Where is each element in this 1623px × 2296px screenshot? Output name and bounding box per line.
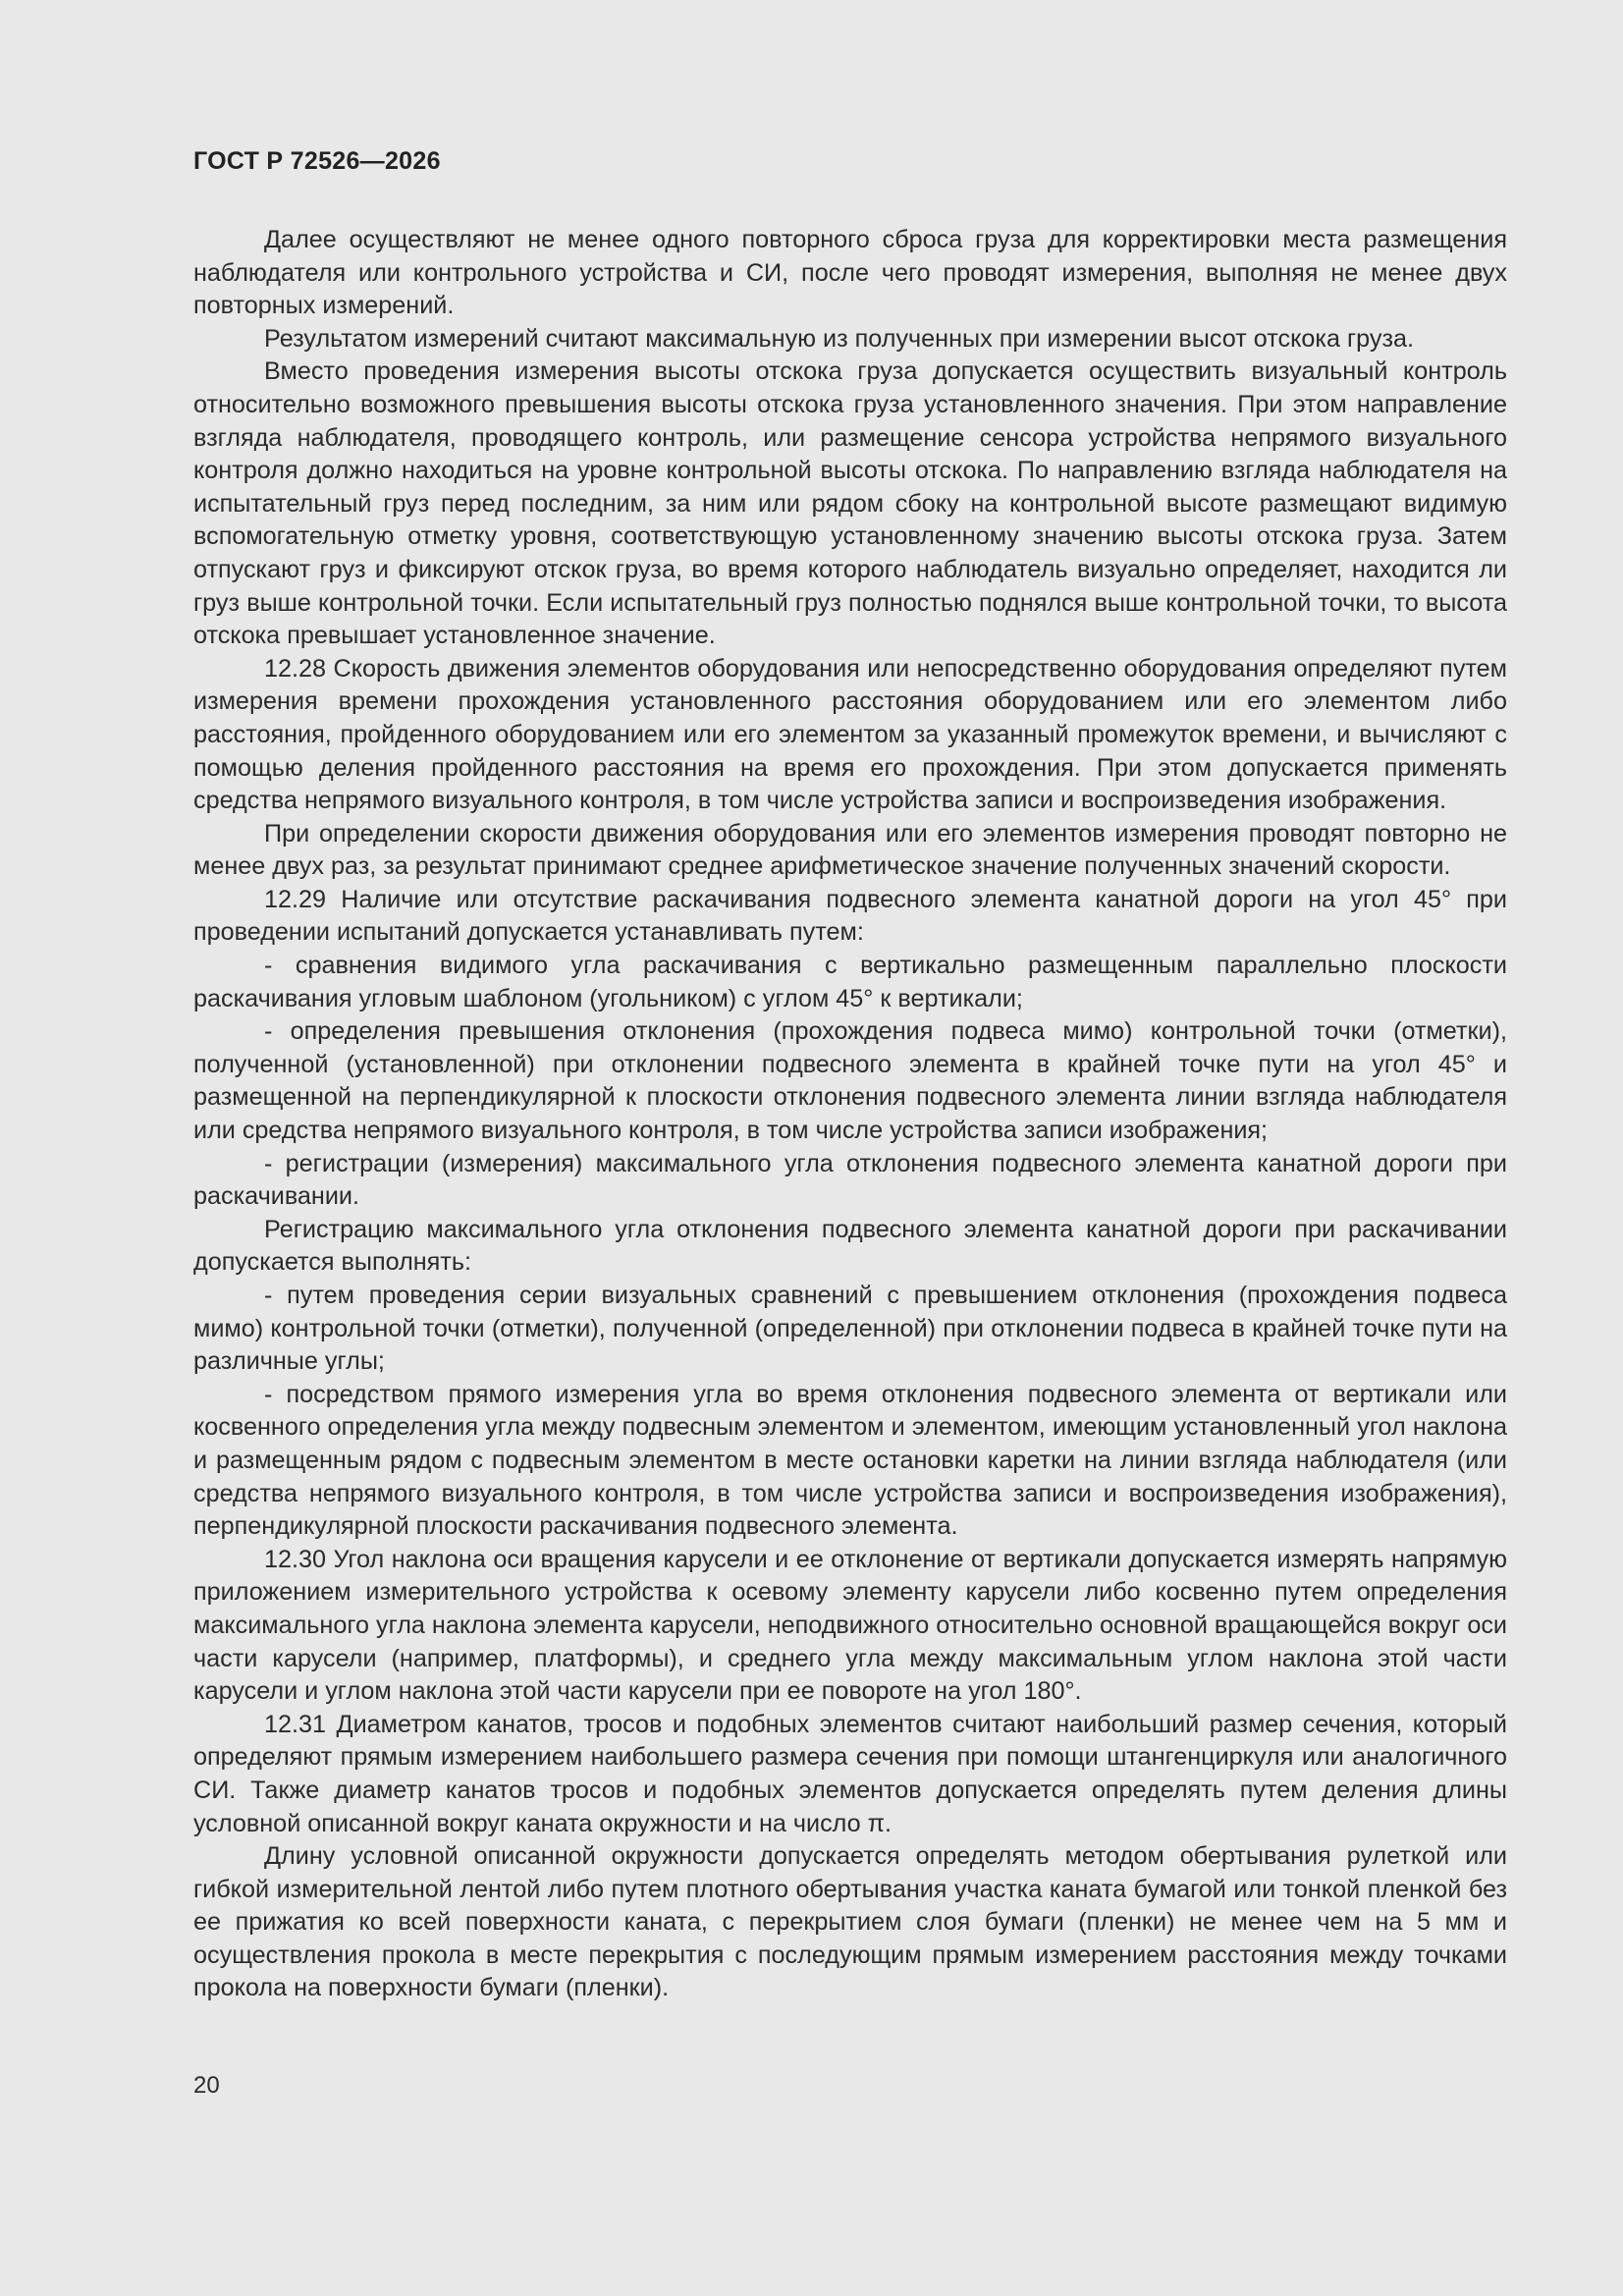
paragraph: Результатом измерений считают максимальную из полученных при измерении высот отскока груза. <box>264 324 1415 353</box>
list-item: - путем проведения серии визуальных сравнений с превышением отклонения (прохождения подвеса мимо) контрольной точки (отметки), полученной (определенной) при отклонении подвеса в крайней точке пути на различные углы; <box>193 1282 1507 1376</box>
paragraph-clause-12-31: 12.31 Диаметром канатов, тросов и подобных элементов считают наибольший размер сечения, который определяют прямым измерением наибольшего размера сечения при помощи штангенциркуля или аналогичного СИ. Также диаметр канатов тросов и подобных элементов допускается определять путем деления длины условной описанной вокруг каната окружности и на число π. <box>193 1710 1507 1837</box>
paragraph: Длину условной описанной окружности допускается определять методом обертывания рулеткой или гибкой измерительной лентой либо путем плотного обертывания участка каната бумагой или тонкой пленкой без ее прижатия ко всей поверхности каната, с перекрытием слоя бумаги (пленки) не менее чем на 5 мм и осуществления прокола в месте перекрытия с последующим прямым измерением расстояния между точками прокола на поверхности бумаги (пленки). <box>193 1842 1507 2002</box>
paragraph: Регистрацию максимального угла отклонения подвесного элемента канатной дороги при раскачивании допускается выполнять: <box>193 1215 1507 1277</box>
list-item: - определения превышения отклонения (прохождения подвеса мимо) контрольной точки (отметки), полученной (установленной) при отклонении подвесного элемента в крайней точке пути на угол 45° и размещенной на перпендикулярной к плоскости отклонения подвесного элемента линии взгляда наблюдателя или средства непрямого визуального контроля, в том числе устройства записи изображения; <box>193 1017 1507 1145</box>
paragraph-clause-12-30: 12.30 Угол наклона оси вращения карусели и ее отклонение от вертикали допускается измерять напрямую приложением измерительного устройства к осевому элементу карусели либо косвенно путем определения максимального угла наклона элемента карусели, неподвижного относительно основной вращающейся вокруг оси части карусели (например, платформы), и среднего угла между максимальным углом наклона этой части карусели и углом наклона этой части карусели при ее повороте на угол 180°. <box>193 1545 1507 1706</box>
document-body <box>193 224 1507 2005</box>
page-number: 20 <box>193 2072 220 2099</box>
paragraph: При определении скорости движения оборудования или его элементов измерения проводят повторно не менее двух раз, за результат принимают среднее арифметическое значение полученных значений скорости. <box>193 819 1507 881</box>
document-header: ГОСТ Р 72526—2026 <box>193 147 441 175</box>
paragraph: Далее осуществляют не менее одного повторного сброса груза для корректировки места размещения наблюдателя или контрольного устройства и СИ, после чего проводят измерения, выполняя не менее двух повторных измерений. <box>193 226 1507 320</box>
paragraph: Вместо проведения измерения высоты отскока груза допускается осуществить визуальный контроль относительно возможного превышения высоты отскока груза установленного значения. При этом направление взгляда наблюдателя, проводящего контроль, или размещение сенсора устройства непрямого визуального контроля должно находиться на уровне контрольной высоты отскока. По направлению взгляда наблюдателя на испытательный груз перед последним, за ним или рядом сбоку на контрольной высоте размещают видимую вспомогательную отметку уровня, соответствующую установленному значению высоты отскока груза. Затем отпускают груз и фиксируют отскок груза, во время которого наблюдатель визуально определяет, находится ли груз выше контрольной точки. Если испытательный груз полностью поднялся выше контрольной точки, то высота отскока превышает установленное значение. <box>193 357 1507 650</box>
paragraph-clause-12-29: 12.29 Наличие или отсутствие раскачивания подвесного элемента канатной дороги на угол 45° при проведении испытаний допускается устанавливать путем: <box>193 885 1507 947</box>
list-item: - сравнения видимого угла раскачивания с вертикально размещенным параллельно плоскости раскачивания угловым шаблоном (угольником) с углом 45° к вертикали; <box>193 952 1507 1012</box>
list-item: - регистрации (измерения) максимального угла отклонения подвесного элемента канатной дороги при раскачивании. <box>193 1149 1507 1211</box>
paragraph-clause-12-28: 12.28 Скорость движения элементов оборудования или непосредственно оборудования определяют путем измерения времени прохождения установленного расстояния оборудованием или его элементом либо расстояния, пройденного оборудованием или его элементом за указанный промежуток времени, и вычисляют с помощью деления пройденного расстояния на время его прохождения. При этом допускается применять средства непрямого визуального контроля, в том числе устройства записи и воспроизведения изображения. <box>193 654 1507 815</box>
list-item: - посредством прямого измерения угла во время отклонения подвесного элемента от вертикали или косвенного определения угла между подвесным элементом и элементом, имеющим установленный угол наклона и размещенным рядом с подвесным элементом в месте остановки каретки на линии взгляда наблюдателя (или средства непрямого визуального контроля, в том числе устройства записи и воспроизведения изображения), перпендикулярной плоскости раскачивания подвесного элемента. <box>193 1380 1507 1541</box>
